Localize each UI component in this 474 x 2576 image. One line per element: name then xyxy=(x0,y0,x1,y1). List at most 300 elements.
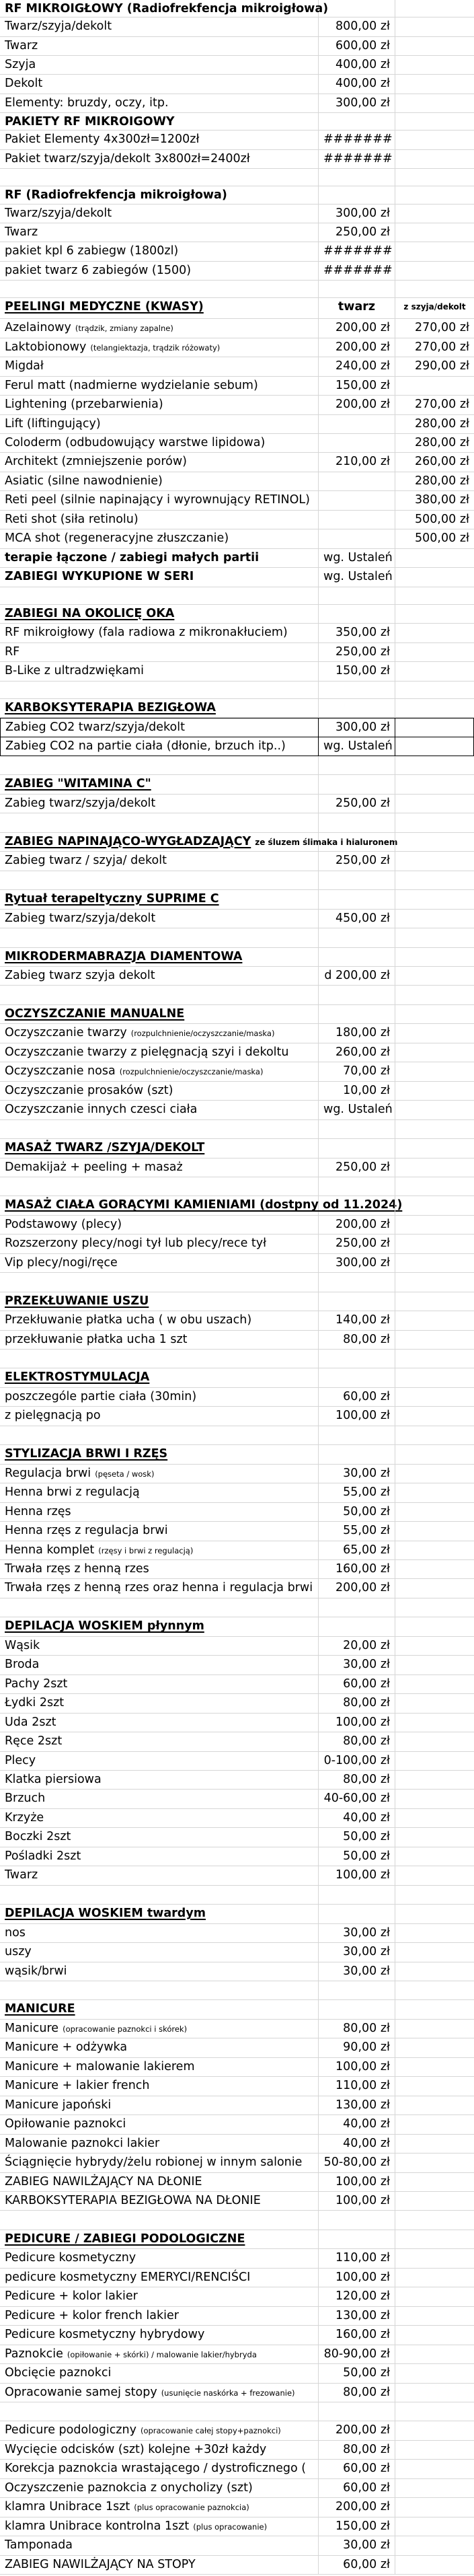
label-text: Podstawowy (plecy) xyxy=(5,1217,122,1231)
price-column-2 xyxy=(395,2058,474,2076)
service-label xyxy=(0,2096,319,2114)
price-column-2 xyxy=(395,1350,474,1368)
label-text: Krzyże xyxy=(5,1810,44,1825)
price-column-2 xyxy=(395,94,474,112)
price-row xyxy=(0,1771,474,1790)
price-column-1: 60,00 zł xyxy=(319,1675,395,1693)
price-column-2 xyxy=(395,2135,474,2153)
service-label xyxy=(0,624,319,642)
service-label xyxy=(0,2307,319,2325)
price-row xyxy=(0,1158,474,1177)
price-column-1: 150,00 zł xyxy=(319,2517,395,2536)
price-column-1 xyxy=(319,756,395,774)
price-column-2 xyxy=(395,852,474,870)
price-row xyxy=(0,1522,474,1541)
service-label xyxy=(0,1924,319,1942)
label-text: Oczyszczanie twarzy xyxy=(5,1026,127,1040)
label-text: Ściągnięcie hybrydy/żelu robionej w innym salonie xyxy=(5,2156,303,2170)
service-label xyxy=(0,2173,319,2191)
label-text: Klatka piersiowa xyxy=(5,1773,102,1786)
price-column-1: d 200,00 zł xyxy=(319,967,395,985)
price-column-2 xyxy=(395,2421,474,2439)
service-label xyxy=(0,1714,319,1732)
service-label xyxy=(0,662,319,680)
price-row xyxy=(0,2077,474,2096)
price-row xyxy=(0,2421,474,2440)
price-column-2 xyxy=(395,587,474,604)
price-column-1 xyxy=(319,813,395,832)
service-label xyxy=(0,1101,319,1119)
section-title xyxy=(0,948,319,966)
price-column-2 xyxy=(395,568,474,586)
label-text: Manicure + odżywka xyxy=(5,2040,128,2055)
price-column-2 xyxy=(395,1809,474,1827)
service-label xyxy=(0,1331,319,1349)
service-label xyxy=(0,1675,319,1693)
service-label xyxy=(0,1235,319,1253)
price-column-2: 270,00 zł xyxy=(415,398,469,412)
label-text: ZABIEG NAWILŻAJĄCY NA STOPY xyxy=(5,2557,196,2571)
section-title xyxy=(0,890,319,908)
price-row xyxy=(0,2192,474,2211)
price-column-1: 50,00 zł xyxy=(319,1503,395,1521)
label-text: Lightening (przebarwienia) xyxy=(5,398,163,412)
section-header-row xyxy=(0,1196,474,1215)
price-column-2 xyxy=(395,605,474,623)
price-column-2 xyxy=(395,1043,474,1062)
label-text: Manicure + lakier french xyxy=(5,2079,150,2093)
price-column-2 xyxy=(395,1235,474,1253)
label-text: Malowanie paznokci lakier xyxy=(5,2136,160,2150)
price-column-1: 150,00 zł xyxy=(319,662,395,680)
price-row xyxy=(0,2058,474,2077)
price-column-1 xyxy=(319,587,395,604)
service-label xyxy=(0,1522,319,1540)
spacer-row xyxy=(0,2402,474,2421)
price-column-1: 100,00 zł xyxy=(319,2058,395,2076)
price-column-1: 60,00 zł xyxy=(319,2479,395,2497)
price-column-2 xyxy=(395,1254,474,1272)
price-column-2 xyxy=(395,1273,474,1291)
label-text: Zabieg twarz/szyja/dekolt xyxy=(5,796,156,810)
label-text: PAKIETY RF MIKROIGOWY xyxy=(5,115,175,129)
label-text: Henna brwi z regulacją xyxy=(5,1485,140,1500)
label-text: KARBOKSYTERAPIA BEZIGŁOWA xyxy=(5,700,216,714)
label-text: OCZYSZCZANIE MANUALNE xyxy=(5,1006,185,1021)
price-column-2 xyxy=(395,2345,474,2363)
price-column-2 xyxy=(395,0,474,17)
label-text: Henna rzęs xyxy=(5,1504,71,1518)
price-column-1 xyxy=(319,2402,395,2421)
service-label xyxy=(0,986,319,1004)
price-column-1: 400,00 zł xyxy=(319,56,395,74)
service-label xyxy=(0,94,319,112)
service-label xyxy=(0,338,319,357)
spacer-row xyxy=(0,682,474,699)
price-column-1: 300,00 zł xyxy=(319,1254,395,1272)
label-note: (rozpulchnienie/oczyszczanie/maska) xyxy=(119,1067,264,1077)
service-label xyxy=(0,1483,319,1502)
label-text: Migdał xyxy=(5,359,44,373)
price-row xyxy=(0,1752,474,1771)
price-column-2 xyxy=(395,2230,474,2248)
price-column-1: twarz xyxy=(319,298,395,318)
price-column-2 xyxy=(395,1732,474,1751)
price-column-1: 90,00 zł xyxy=(319,2038,395,2057)
price-column-1 xyxy=(319,1617,395,1635)
service-label xyxy=(0,2326,319,2344)
label-text: RF mikroigłowy (fala radiowa z mikronakłuciem) xyxy=(5,626,288,640)
price-column-2 xyxy=(395,1426,474,1444)
price-column-2 xyxy=(395,1445,474,1463)
label-text: Zabieg twarz szyja dekolt xyxy=(5,968,155,982)
price-row xyxy=(0,2364,474,2383)
label-text: Coloderm (odbudowujący warstwe lipidowa) xyxy=(5,436,266,449)
price-column-2 xyxy=(395,833,474,851)
price-column-2 xyxy=(395,1866,474,1884)
price-column-1: 80,00 zł xyxy=(319,1771,395,1789)
label-text: PRZEKŁUWANIE USZU xyxy=(5,1294,149,1308)
price-column-1: 200,00 zł xyxy=(319,2421,395,2439)
price-column-1: 260,00 zł xyxy=(319,1043,395,1062)
service-label xyxy=(0,795,319,813)
price-column-2 xyxy=(395,1196,474,1214)
price-row xyxy=(0,94,474,113)
price-column-1 xyxy=(319,1905,395,1923)
price-column-1: 600,00 zł xyxy=(319,37,395,55)
price-row xyxy=(0,1924,474,1943)
price-row xyxy=(0,1062,474,1081)
price-row xyxy=(0,1809,474,1828)
service-label xyxy=(0,2249,319,2267)
label-text: Plecy xyxy=(5,1753,36,1767)
price-column-1: 250,00 zł xyxy=(319,1158,395,1177)
price-column-1: 100,00 zł xyxy=(319,1407,395,1425)
price-row xyxy=(0,2096,474,2115)
price-column-1: 450,00 zł xyxy=(319,910,395,928)
service-label xyxy=(0,75,319,93)
price-column-2 xyxy=(395,1465,474,1483)
price-row xyxy=(0,37,474,56)
price-column-2 xyxy=(395,1828,474,1846)
label-note: ze śluzem ślimaka i hialuronem xyxy=(255,837,398,847)
price-column-1 xyxy=(319,682,395,698)
price-row xyxy=(0,2249,474,2268)
label-text: MCA shot (regeneracyjne złuszczanie) xyxy=(5,531,229,546)
price-column-2 xyxy=(395,890,474,908)
service-label xyxy=(0,871,319,889)
price-row xyxy=(0,1101,474,1119)
service-label xyxy=(0,549,319,567)
section-title xyxy=(0,605,319,623)
label-text: Pachy 2szt xyxy=(5,1677,68,1691)
price-column-1 xyxy=(319,775,395,793)
price-column-2: 270,00 zł xyxy=(415,340,469,354)
service-label xyxy=(0,453,319,471)
price-row xyxy=(0,56,474,75)
price-row xyxy=(0,319,474,338)
price-row xyxy=(0,131,474,149)
price-column-2: 280,00 zł xyxy=(415,436,469,449)
label-text: ELEKTROSTYMULACJA xyxy=(5,1370,150,1385)
price-column-1 xyxy=(319,986,395,1004)
label-note: (usunięcie naskórka + frezowanie) xyxy=(161,2388,295,2398)
service-label xyxy=(0,491,319,509)
label-text: nos xyxy=(5,1925,26,1940)
price-row xyxy=(0,2173,474,2192)
service-label xyxy=(0,1426,319,1444)
service-label xyxy=(0,2192,319,2210)
label-text: MASAŻ TWARZ /SZYJA/DEKOLT xyxy=(5,1141,205,1155)
price-column-2 xyxy=(395,2020,474,2038)
service-label xyxy=(0,281,319,297)
label-text: RF xyxy=(5,645,20,659)
label-note: (rozpulchnienie/oczyszczanie/maska) xyxy=(130,1029,275,1039)
label-text: z pielęgnacją po xyxy=(5,1409,101,1423)
price-column-2 xyxy=(395,169,474,186)
label-text: Azelainowy xyxy=(5,321,71,335)
service-label xyxy=(0,1082,319,1100)
price-column-2 xyxy=(395,624,474,642)
price-column-1 xyxy=(319,2000,395,2018)
price-column-2 xyxy=(395,2192,474,2210)
label-text: Reti shot (siła retinolu) xyxy=(5,512,139,526)
service-label xyxy=(0,2269,319,2287)
section-header-row xyxy=(0,775,474,794)
label-text: ZABIEG NAWILŻAJĄCY NA DŁONIE xyxy=(5,2174,202,2188)
price-column-1: 300,00 zł xyxy=(319,719,395,736)
price-row xyxy=(0,1828,474,1847)
price-column-2 xyxy=(395,719,474,736)
price-column-1: 300,00 zł xyxy=(319,205,395,223)
price-column-2 xyxy=(395,205,474,223)
service-label xyxy=(0,511,319,529)
service-label xyxy=(0,682,319,698)
price-column-1: 30,00 zł xyxy=(319,1656,395,1674)
service-label xyxy=(0,131,319,149)
spacer-row xyxy=(0,813,474,832)
label-text: RF (Radiofrekfencja mikroigłowa) xyxy=(5,188,227,203)
service-label xyxy=(0,2135,319,2153)
section-title xyxy=(0,1005,319,1023)
label-text: Wycięcie odcisków (szt) kolejne +30zł każdy xyxy=(5,2442,267,2456)
service-label xyxy=(0,1694,319,1712)
price-column-2 xyxy=(395,1560,474,1578)
section-header-row xyxy=(0,833,474,852)
label-text: Dekolt xyxy=(5,77,43,91)
price-column-1: 100,00 zł xyxy=(319,2192,395,2210)
price-column-1 xyxy=(319,169,395,186)
price-row xyxy=(0,2269,474,2287)
price-column-1: 250,00 zł xyxy=(319,643,395,661)
service-label xyxy=(0,56,319,74)
price-column-1 xyxy=(319,113,395,130)
price-column-1 xyxy=(319,928,395,947)
price-column-1 xyxy=(319,529,395,548)
price-row xyxy=(0,1254,474,1273)
price-column-2 xyxy=(395,682,474,698)
section-header-row xyxy=(0,1139,474,1158)
price-column-1 xyxy=(319,1598,395,1617)
price-row xyxy=(0,2384,474,2402)
price-column-2: 280,00 zł xyxy=(415,474,469,488)
label-text: Korekcja paznokcia wrastającego / dystroficznego ( xyxy=(5,2462,307,2476)
price-column-2 xyxy=(395,756,474,774)
price-column-1 xyxy=(319,605,395,623)
price-column-2 xyxy=(395,223,474,242)
price-column-2 xyxy=(395,1656,474,1674)
price-column-2 xyxy=(395,2536,474,2554)
price-column-1: wg. Ustaleń xyxy=(319,568,395,586)
label-text: Twarz xyxy=(5,225,38,239)
label-text: Pedicure kosmetyczny hybrydowy xyxy=(5,2328,205,2342)
label-text: Pedicure kosmetyczny xyxy=(5,2251,136,2265)
price-column-1: 30,00 zł xyxy=(319,1465,395,1483)
service-label xyxy=(0,2058,319,2076)
price-column-1: 100,00 zł xyxy=(319,2173,395,2191)
service-label xyxy=(0,2287,319,2306)
label-text: Broda xyxy=(5,1658,40,1672)
section-header-row xyxy=(0,605,474,624)
price-column-1: 350,00 zł xyxy=(319,624,395,642)
label-text: Twarz xyxy=(5,1868,38,1882)
label-text: Elementy: bruzdy, oczy, itp. xyxy=(5,96,169,110)
price-column-2 xyxy=(395,1177,474,1195)
service-label xyxy=(0,262,319,280)
price-column-2 xyxy=(395,2154,474,2172)
label-text: Uda 2szt xyxy=(5,1715,56,1729)
service-label xyxy=(0,472,319,490)
price-column-2 xyxy=(395,871,474,889)
price-column-1: 400,00 zł xyxy=(319,75,395,93)
label-text: klamra Unibrace kontrolna 1szt xyxy=(5,2519,190,2533)
price-column-1 xyxy=(319,1350,395,1368)
label-text: Demakijaż + peeling + masaż xyxy=(5,1160,183,1174)
price-column-1: 50,00 zł xyxy=(319,2364,395,2382)
spacer-row xyxy=(0,871,474,890)
price-column-2 xyxy=(395,17,474,36)
section-header-row xyxy=(0,113,474,131)
label-text: Łydki 2szt xyxy=(5,1696,65,1710)
price-column-2: z szyja/dekolt xyxy=(403,302,466,312)
price-column-2 xyxy=(395,1101,474,1119)
price-row xyxy=(0,1331,474,1350)
service-label xyxy=(0,205,319,223)
service-label xyxy=(0,1656,319,1674)
label-text: Manicure + malowanie lakierem xyxy=(5,2059,195,2073)
price-column-1: 65,00 zł xyxy=(319,1541,395,1559)
price-column-2 xyxy=(395,1082,474,1100)
price-column-2 xyxy=(395,910,474,928)
price-row xyxy=(0,2115,474,2134)
price-column-1: 110,00 zł xyxy=(319,2249,395,2267)
service-label xyxy=(0,1981,319,1999)
section-title xyxy=(0,186,319,203)
price-column-1: 30,00 zł xyxy=(319,1962,395,1981)
price-column-2 xyxy=(395,795,474,813)
price-column-2: 270,00 zł xyxy=(415,321,469,335)
price-column-2 xyxy=(395,775,474,793)
price-column-2 xyxy=(395,2326,474,2344)
label-text: Twarz xyxy=(5,38,38,52)
service-label xyxy=(0,1866,319,1884)
service-label xyxy=(0,319,319,337)
price-column-1: 200,00 zł xyxy=(319,396,395,414)
service-label xyxy=(0,928,319,947)
price-column-2 xyxy=(395,2498,474,2516)
label-text: wąsik/brwi xyxy=(5,1964,67,1978)
label-text: Twarz/szyja/dekolt xyxy=(5,20,112,34)
label-note: (opracowanie paznokci i skórek) xyxy=(63,2024,188,2034)
price-row xyxy=(0,910,474,928)
price-column-1: 40,00 zł xyxy=(319,2115,395,2133)
price-column-1: 180,00 zł xyxy=(319,1024,395,1042)
spacer-row xyxy=(0,169,474,186)
label-text: MANICURE xyxy=(5,2002,75,2016)
price-column-2 xyxy=(395,967,474,985)
label-text: Szyja xyxy=(5,58,36,71)
service-label xyxy=(0,434,319,452)
price-row xyxy=(0,242,474,261)
price-row xyxy=(0,2135,474,2154)
spacer-row xyxy=(0,986,474,1004)
section-header-row xyxy=(0,1292,474,1311)
price-column-1: 40,00 zł xyxy=(319,2135,395,2153)
spacer-row xyxy=(0,2211,474,2230)
price-row xyxy=(0,415,474,434)
price-row xyxy=(0,434,474,453)
service-label xyxy=(0,1560,319,1578)
price-row xyxy=(0,549,474,568)
price-column-2 xyxy=(395,1637,474,1655)
label-text: Boczki 2szt xyxy=(5,1830,71,1844)
price-column-2: 290,00 zł xyxy=(415,359,469,373)
label-text: Opiłowanie paznokci xyxy=(5,2117,126,2131)
service-label xyxy=(0,2115,319,2133)
service-label xyxy=(0,1503,319,1521)
section-header-row xyxy=(0,1905,474,1923)
price-column-2 xyxy=(395,2077,474,2095)
section-title xyxy=(0,298,319,318)
label-text: Oczyszczanie innych czesci ciała xyxy=(5,1103,198,1117)
service-label xyxy=(0,2402,319,2421)
section-title xyxy=(0,2000,319,2018)
price-column-2 xyxy=(395,2364,474,2382)
price-row xyxy=(0,2536,474,2555)
label-text: Zabieg twarz/szyja/dekolt xyxy=(5,911,156,925)
service-label xyxy=(0,529,319,548)
section-header-row xyxy=(0,2230,474,2249)
label-text: Oczyszczenie paznokcia z onycholizy (szt) xyxy=(5,2480,253,2495)
label-text: Tamponada xyxy=(5,2538,73,2552)
price-row xyxy=(0,1675,474,1694)
service-label xyxy=(0,643,319,661)
price-column-1 xyxy=(319,833,395,851)
price-column-1 xyxy=(319,511,395,529)
service-label xyxy=(0,1388,319,1406)
section-title xyxy=(0,1139,319,1157)
service-label xyxy=(0,1541,319,1559)
service-label xyxy=(0,396,319,414)
service-label xyxy=(0,169,319,186)
section-title xyxy=(0,1445,319,1463)
service-label xyxy=(0,2536,319,2554)
price-column-2 xyxy=(395,1158,474,1177)
price-row xyxy=(0,2038,474,2057)
service-label xyxy=(0,1158,319,1177)
price-column-1: wg. Ustaleń xyxy=(319,737,395,756)
label-text: STYLIZACJA BRWI I RZĘS xyxy=(5,1447,168,1461)
